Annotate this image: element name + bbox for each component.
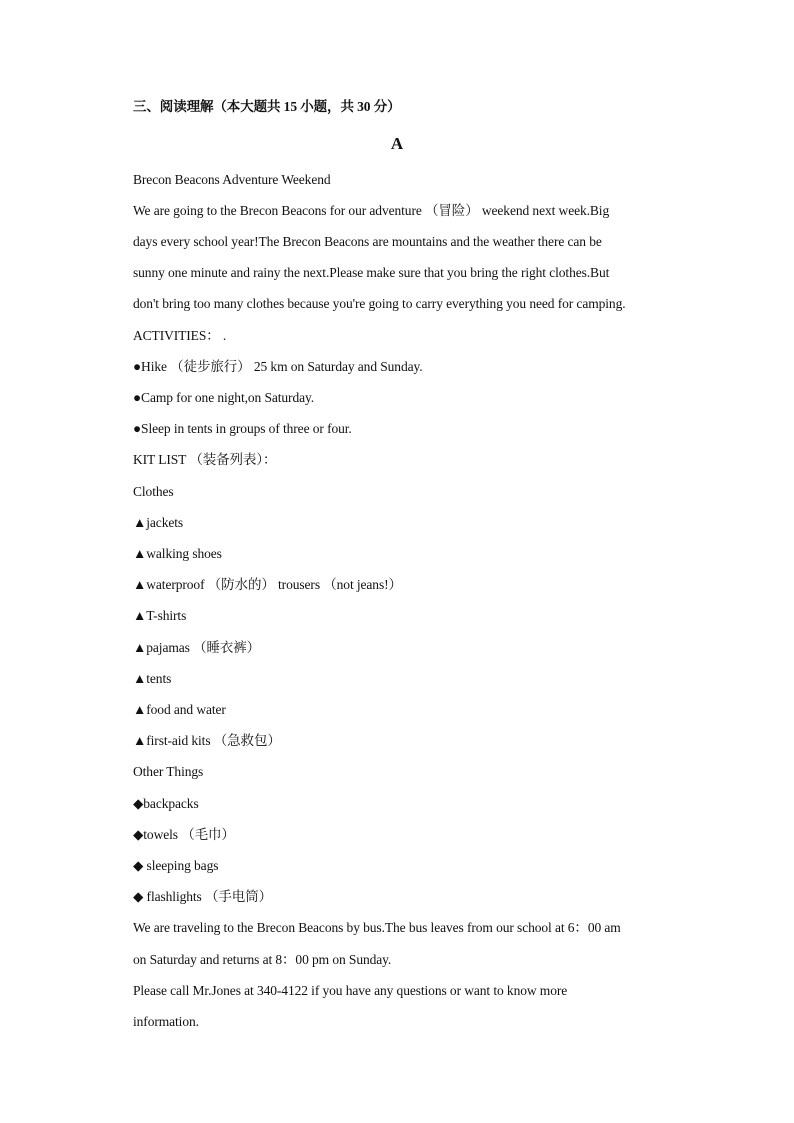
clothes-item: ▲food and water <box>133 702 226 717</box>
other-item: ◆ sleeping bags <box>133 858 219 873</box>
closing-line: We are traveling to the Brecon Beacons by bus.The bus leaves from our school at 6：00 am <box>133 920 621 935</box>
activity-item: ●Sleep in tents in groups of three or four. <box>133 421 352 436</box>
other-item: ◆ flashlights （手电筒） <box>133 889 272 904</box>
other-item: ◆towels （毛巾） <box>133 827 235 842</box>
intro-line: days every school year!The Brecon Beacons are mountains and the weather there can be <box>133 234 602 249</box>
other-things-heading: Other Things <box>133 764 204 779</box>
section-heading: 三、阅读理解（本大题共 15 小题，共 30 分） <box>133 99 401 114</box>
clothes-item: ▲walking shoes <box>133 546 222 561</box>
closing-line: information. <box>133 1014 199 1029</box>
closing-line: Please call Mr.Jones at 340-4122 if you have any questions or want to know more <box>133 983 568 998</box>
activities-heading: ACTIVITIES： . <box>133 328 227 343</box>
intro-line: We are going to the Brecon Beacons for our adventure （冒险） weekend next week.Big <box>133 203 610 218</box>
kit-list-heading: KIT LIST （装备列表）： <box>133 452 277 467</box>
part-letter: A <box>390 134 404 153</box>
activity-item: ●Camp for one night,on Saturday. <box>133 390 315 405</box>
closing-line: on Saturday and returns at 8：00 pm on Sunday. <box>133 952 392 967</box>
clothes-item: ▲pajamas （睡衣裤） <box>133 640 261 655</box>
clothes-item: ▲first-aid kits （急救包） <box>133 733 281 748</box>
clothes-item: ▲jackets <box>133 515 184 530</box>
clothes-item: ▲tents <box>133 671 172 686</box>
clothes-item: ▲waterproof （防水的） trousers （not jeans!） <box>133 577 402 592</box>
clothes-heading: Clothes <box>133 484 174 499</box>
clothes-item: ▲T-shirts <box>133 608 187 623</box>
other-item: ◆backpacks <box>133 796 199 811</box>
activity-item: ●Hike （徒步旅行） 25 km on Saturday and Sunday. <box>133 359 423 374</box>
intro-line: don't bring too many clothes because you're going to carry everything you need for camping. <box>133 296 626 311</box>
intro-line: sunny one minute and rainy the next.Please make sure that you bring the right clothes.But <box>133 265 610 280</box>
passage-title: Brecon Beacons Adventure Weekend <box>133 172 331 187</box>
